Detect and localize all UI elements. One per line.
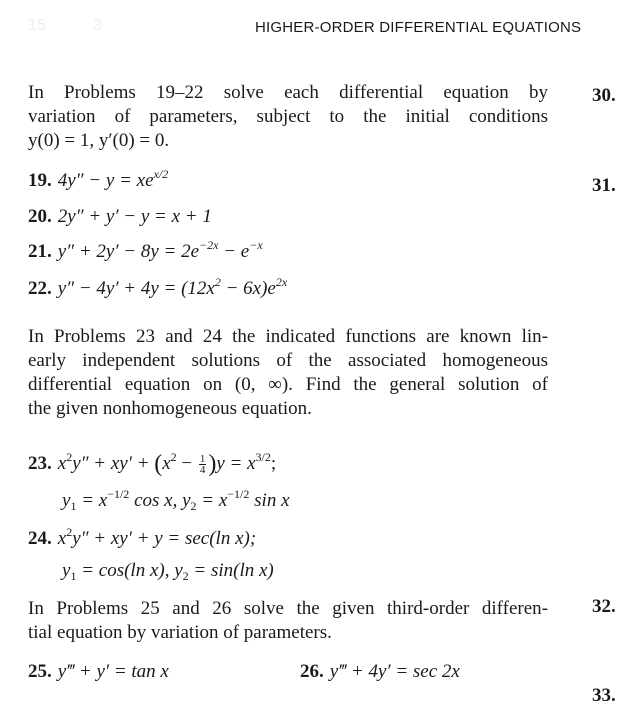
solution-text: = x: [76, 490, 108, 511]
intro-line: differential equation on (0, ∞). Find the general solution of: [28, 374, 548, 395]
exponent: −1/2: [227, 487, 250, 501]
intro-line: In Problems 19–22 solve each differential equation by: [28, 82, 548, 103]
margin-number-32: 32.: [592, 596, 616, 617]
problem-21: [28, 240, 263, 264]
exponent: 2: [66, 525, 73, 539]
section-title: HIGHER-ORDER DIFFERENTIAL EQUATIONS: [255, 19, 582, 36]
problem-number: 22.: [28, 278, 52, 299]
faded-page-number-2: 3: [93, 17, 102, 34]
equation-text: x: [162, 453, 171, 474]
equation-text: y″ + 2y′ − 8y = 2e: [57, 241, 200, 262]
subscript: 2: [190, 499, 197, 513]
solution-text: = sin(ln x): [188, 560, 274, 581]
equation-text: 4y″ − y = xe: [57, 170, 154, 191]
intro-line: y(0) = 1, y′(0) = 0.: [28, 130, 170, 151]
intro-line: early independent solutions of the associated homogeneous: [28, 350, 548, 371]
problem-number: 19.: [28, 170, 52, 191]
equation-text: x: [57, 453, 67, 474]
problem-20: [28, 205, 212, 229]
intro-line: tial equation by variation of parameters.: [28, 622, 332, 643]
exponent: 2x: [275, 275, 288, 289]
problem-23-solutions: [62, 489, 290, 513]
exponent: −2x: [199, 238, 219, 252]
equation-text: ;: [270, 453, 277, 474]
equation-text: y = x: [216, 453, 256, 474]
margin-number-30: 30.: [592, 85, 616, 106]
problem-24-solutions: [62, 559, 274, 583]
solution-text: = x: [196, 490, 228, 511]
problem-26: [300, 660, 460, 684]
exponent: 2: [214, 275, 221, 289]
exponent: x/2: [153, 167, 169, 181]
equation-text: x: [57, 528, 67, 549]
problem-number: 24.: [28, 528, 52, 549]
problem-number: 20.: [28, 206, 52, 227]
intro-problems-25-26: [28, 597, 548, 645]
solution-text: cos x, y: [129, 490, 191, 511]
subscript: 2: [182, 569, 189, 583]
equation-text: y″ − 4y′ + 4y = (12x: [57, 278, 215, 299]
problem-number: 23.: [28, 453, 52, 474]
subscript: 1: [70, 499, 77, 513]
exponent: −x: [249, 238, 263, 252]
intro-line: In Problems 25 and 26 solve the given third-order differen-: [28, 598, 548, 619]
problem-25: [28, 660, 169, 684]
equation-text: − e: [218, 241, 250, 262]
problem-23: [28, 452, 276, 476]
equation-text: y″ + xy′ +: [72, 453, 155, 474]
right-paren: ): [208, 451, 217, 477]
solution-text: y: [62, 560, 71, 581]
equation-text: − 6x)e: [220, 278, 276, 299]
equation-text: y″ + xy′ + y = sec(ln x);: [72, 528, 257, 549]
problem-number: 26.: [300, 661, 324, 682]
subscript: 1: [70, 569, 77, 583]
problem-24: [28, 527, 256, 551]
intro-line: variation of parameters, subject to the initial conditions: [28, 106, 548, 127]
problem-number: 21.: [28, 241, 52, 262]
exponent: 2: [170, 450, 177, 464]
faded-page-number: 15: [28, 17, 46, 34]
intro-line: the given nonhomogeneous equation.: [28, 398, 312, 419]
intro-problems-19-22: [28, 81, 548, 153]
fraction-denominator: 4: [199, 464, 206, 477]
equation-text: 2y″ + y′ − y = x + 1: [57, 206, 212, 227]
fraction-numerator: 1: [199, 453, 206, 466]
problem-22: [28, 277, 287, 301]
intro-line: In Problems 23 and 24 the indicated functions are known lin-: [28, 326, 548, 347]
solution-text: sin x: [249, 490, 290, 511]
problem-number: 25.: [28, 661, 52, 682]
left-paren: (: [154, 451, 163, 477]
intro-problems-23-24: [28, 325, 548, 421]
equation-text: y‴ + 4y′ = sec 2x: [329, 661, 460, 682]
solution-text: y: [62, 490, 71, 511]
solution-text: = cos(ln x), y: [76, 560, 183, 581]
margin-number-33: 33.: [592, 685, 616, 706]
exponent: −1/2: [107, 487, 130, 501]
equation-text: y‴ + y′ = tan x: [57, 661, 169, 682]
fraction-one-quarter: [199, 454, 207, 475]
exponent: 3/2: [255, 450, 271, 464]
equation-text: −: [176, 453, 197, 474]
exponent: 2: [66, 450, 73, 464]
margin-number-31: 31.: [592, 175, 616, 196]
problem-19: [28, 169, 168, 193]
